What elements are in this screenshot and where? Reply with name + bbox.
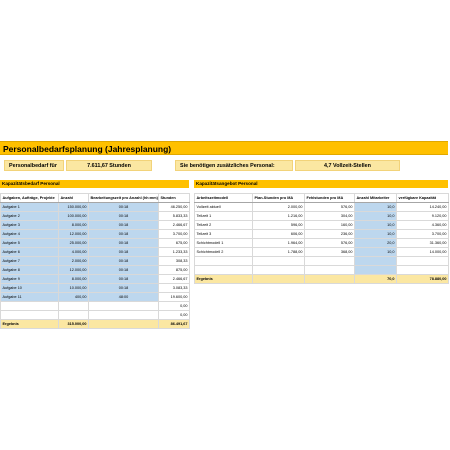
task-name-cell[interactable]: Aufgabe 3 — [1, 221, 59, 230]
amount-cell[interactable]: 8.000,00 — [59, 221, 89, 230]
task-name-cell[interactable]: Aufgabe 7 — [1, 257, 59, 266]
capacity-cell: 3.700,00 — [397, 230, 449, 239]
table-header-row — [195, 194, 449, 203]
table-row — [1, 311, 190, 320]
model-cell: Schichtmodell 1 — [195, 239, 253, 248]
table-row — [1, 221, 190, 230]
table-row — [1, 203, 190, 212]
table-row — [1, 239, 190, 248]
duration-cell[interactable]: 00:18 — [89, 284, 159, 293]
task-name-cell[interactable]: Aufgabe 9 — [1, 275, 59, 284]
hours-cell: 308,33 — [159, 257, 190, 266]
amount-cell[interactable]: 12.000,00 — [59, 230, 89, 239]
employee-count-cell[interactable]: 10,0 — [355, 248, 397, 257]
employee-count-cell[interactable]: 10,0 — [355, 212, 397, 221]
model-cell: Teilzeit 1 — [195, 212, 253, 221]
result-kapazitaet: 78.880,00 — [397, 275, 449, 284]
table-row — [1, 230, 190, 239]
absence-hours-cell: 160,00 — [305, 221, 355, 230]
task-name-cell[interactable]: Aufgabe 1 — [1, 203, 59, 212]
absence-hours-cell: 368,00 — [305, 248, 355, 257]
column-header: Arbeitszeitmodell — [195, 194, 253, 203]
table-row — [1, 248, 190, 257]
duration-cell[interactable]: 00:18 — [89, 212, 159, 221]
table-row — [1, 275, 190, 284]
table-header-row — [1, 194, 190, 203]
hours-cell: 0,00 — [159, 311, 190, 320]
task-name-cell[interactable]: Aufgabe 2 — [1, 212, 59, 221]
table-row — [1, 293, 190, 302]
amount-cell[interactable]: 4.000,00 — [59, 248, 89, 257]
table-row — [1, 302, 190, 311]
amount-cell[interactable]: 100.000,00 — [59, 212, 89, 221]
table-row — [195, 257, 449, 266]
plan-hours-cell: 1.788,00 — [253, 248, 305, 257]
capacity-cell: 31.360,00 — [397, 239, 449, 248]
right-result-row — [195, 275, 449, 284]
task-name-cell[interactable]: Aufgabe 6 — [1, 248, 59, 257]
hours-cell: 5.833,33 — [159, 212, 190, 221]
amount-cell[interactable]: 150.000,00 — [59, 203, 89, 212]
result-anzahl: 70,0 — [355, 275, 397, 284]
bedarf-label: Personalbedarf für — [4, 160, 64, 171]
absence-hours-cell — [305, 266, 355, 275]
amount-cell[interactable]: 2.000,00 — [59, 257, 89, 266]
employee-count-cell[interactable]: 10,0 — [355, 230, 397, 239]
amount-cell[interactable]: 400,00 — [59, 293, 89, 302]
model-cell[interactable] — [195, 257, 253, 266]
amount-cell[interactable]: 12.000,00 — [59, 266, 89, 275]
column-header: verfügbare Kapazität — [397, 194, 449, 203]
capacity-cell: 9.120,00 — [397, 212, 449, 221]
duration-cell[interactable]: 00:18 — [89, 257, 159, 266]
plan-hours-cell: 606,00 — [253, 230, 305, 239]
absence-hours-cell — [305, 257, 355, 266]
capacity-cell: 4.360,00 — [397, 221, 449, 230]
duration-cell — [89, 302, 159, 311]
duration-cell[interactable]: 00:18 — [89, 239, 159, 248]
employee-count-cell[interactable]: 10,0 — [355, 221, 397, 230]
hours-cell: 1.233,33 — [159, 248, 190, 257]
plan-hours-cell — [253, 266, 305, 275]
task-name-cell[interactable]: Aufgabe 5 — [1, 239, 59, 248]
column-header: Stunden — [159, 194, 190, 203]
zusatz-label: Sie benötigen zusätzliches Personal: — [175, 160, 293, 171]
model-cell: Teilzeit 2 — [195, 221, 253, 230]
hours-cell: 3.083,33 — [159, 284, 190, 293]
amount-cell[interactable]: 25.000,00 — [59, 239, 89, 248]
absence-hours-cell: 236,00 — [305, 230, 355, 239]
capacity-demand-table — [0, 193, 190, 329]
employee-count-cell[interactable]: 20,0 — [355, 239, 397, 248]
duration-cell[interactable]: 00:18 — [89, 230, 159, 239]
column-header: Anzahl — [59, 194, 89, 203]
table-row — [195, 203, 449, 212]
capacity-cell: 14.240,00 — [397, 203, 449, 212]
result-stunden: 86.491,67 — [159, 320, 190, 329]
task-name-cell[interactable]: Aufgabe 8 — [1, 266, 59, 275]
task-name-cell — [1, 311, 59, 320]
result-label: Ergebnis — [1, 320, 59, 329]
duration-cell[interactable]: 00:18 — [89, 248, 159, 257]
hours-cell: 2.466,67 — [159, 275, 190, 284]
amount-cell — [59, 302, 89, 311]
table-row — [1, 284, 190, 293]
capacity-supply-table — [194, 193, 449, 284]
result-label: Ergebnis — [195, 275, 253, 284]
duration-cell — [89, 311, 159, 320]
task-name-cell[interactable]: Aufgabe 11 — [1, 293, 59, 302]
sheet-title: Personalbedarfsplanung (Jahresplanung) — [0, 141, 448, 155]
zusatz-value[interactable]: 4,7 Vollzeit-Stellen — [295, 160, 400, 171]
duration-cell[interactable]: 00:18 — [89, 221, 159, 230]
table-row — [195, 212, 449, 221]
plan-hours-cell: 1.964,00 — [253, 239, 305, 248]
model-cell[interactable] — [195, 266, 253, 275]
employee-count-cell[interactable] — [355, 266, 397, 275]
task-name-cell[interactable]: Aufgabe 10 — [1, 284, 59, 293]
capacity-cell — [397, 257, 449, 266]
column-header: Plan-Stunden pro MA — [253, 194, 305, 203]
duration-cell[interactable]: 48:00 — [89, 293, 159, 302]
right-section-heading: Kapazitätsangebot Personal — [194, 180, 448, 188]
hours-cell: 19.600,00 — [159, 293, 190, 302]
amount-cell[interactable]: 10.000,00 — [59, 284, 89, 293]
left-section-heading: Kapazitätsbedarf Personal — [0, 180, 189, 188]
left-result-row — [1, 320, 190, 329]
hours-cell: 875,00 — [159, 266, 190, 275]
column-header: Anzahl Mitarbeiter — [355, 194, 397, 203]
absence-hours-cell: 304,00 — [305, 212, 355, 221]
hours-cell: 2.466,67 — [159, 221, 190, 230]
task-name-cell — [1, 302, 59, 311]
plan-hours-cell: 596,00 — [253, 221, 305, 230]
hours-cell: 3.700,00 — [159, 230, 190, 239]
amount-cell — [59, 311, 89, 320]
plan-hours-cell — [253, 257, 305, 266]
amount-cell[interactable]: 8.000,00 — [59, 275, 89, 284]
bedarf-value[interactable]: 7.611,67 Stunden — [66, 160, 152, 171]
table-row — [195, 221, 449, 230]
table-row — [195, 248, 449, 257]
employee-count-cell[interactable] — [355, 257, 397, 266]
hours-cell: 0,00 — [159, 302, 190, 311]
table-row — [195, 230, 449, 239]
summary-row — [0, 160, 448, 171]
column-header: Aufgaben, Aufträge, Projekte — [1, 194, 59, 203]
model-cell: Teilzeit 3 — [195, 230, 253, 239]
column-header: Fehlstunden pro MA — [305, 194, 355, 203]
duration-cell[interactable]: 00:18 — [89, 203, 159, 212]
table-row — [1, 266, 190, 275]
absence-hours-cell: 576,00 — [305, 239, 355, 248]
hours-cell: 46.250,00 — [159, 203, 190, 212]
table-row — [1, 257, 190, 266]
plan-hours-cell: 1.216,00 — [253, 212, 305, 221]
result-anzahl: 315.000,00 — [59, 320, 89, 329]
hours-cell: 675,00 — [159, 239, 190, 248]
duration-cell[interactable]: 00:18 — [89, 275, 159, 284]
model-cell: Vollzeit aktuell — [195, 203, 253, 212]
absence-hours-cell: 576,00 — [305, 203, 355, 212]
table-row — [195, 266, 449, 275]
model-cell: Schichtmodell 2 — [195, 248, 253, 257]
employee-count-cell[interactable]: 10,0 — [355, 203, 397, 212]
table-row — [1, 212, 190, 221]
table-row — [195, 239, 449, 248]
capacity-cell — [397, 266, 449, 275]
plan-hours-cell: 2.000,00 — [253, 203, 305, 212]
duration-cell[interactable]: 00:18 — [89, 266, 159, 275]
task-name-cell[interactable]: Aufgabe 4 — [1, 230, 59, 239]
capacity-cell: 14.000,00 — [397, 248, 449, 257]
column-header: Bearbeitungszeit pro Anzahl (hh:mm) — [89, 194, 159, 203]
